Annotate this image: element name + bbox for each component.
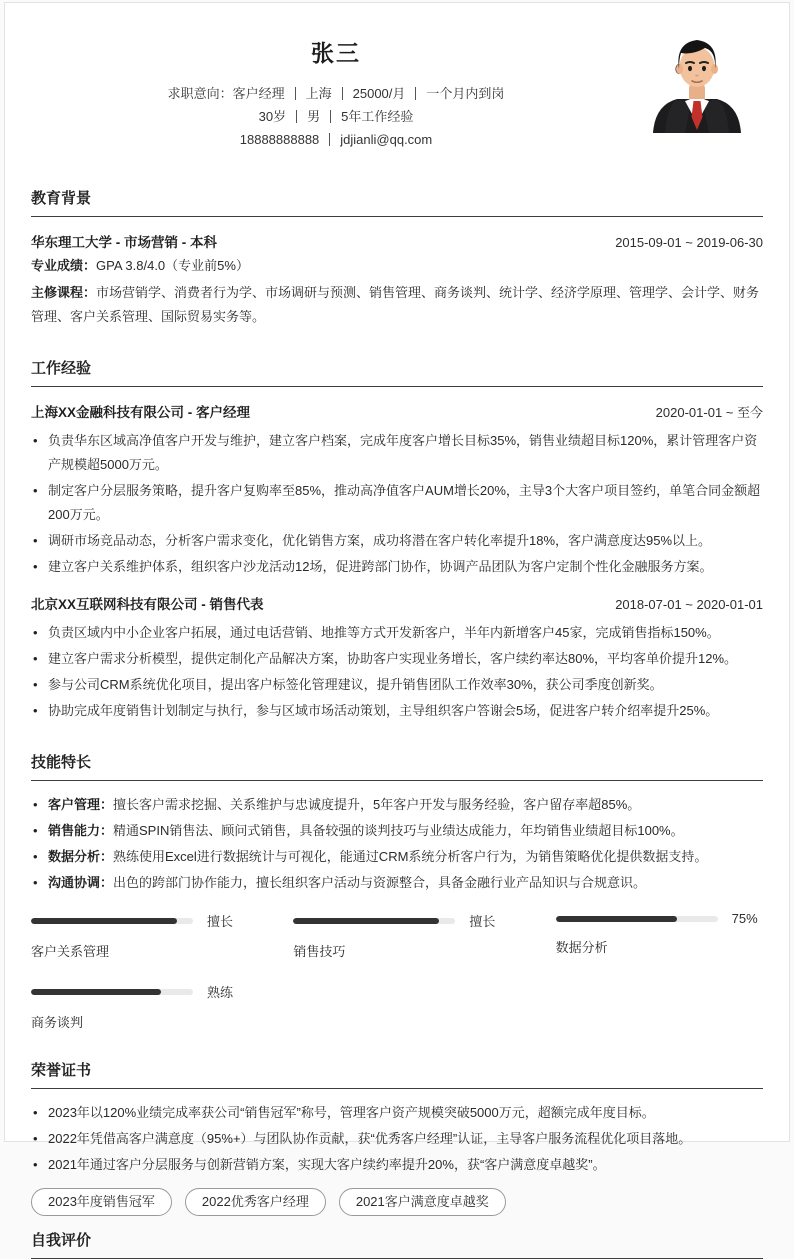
section-title-honors: 荣誉证书 xyxy=(31,1061,763,1089)
skill-bar xyxy=(31,911,238,960)
job-bullet: • 调研市场竞品动态，分析客户需求变化，优化销售方案，成功将潜在客户转化率提升18%，客户满意度达95%以上。 xyxy=(31,529,763,553)
separator xyxy=(295,87,296,100)
header-center xyxy=(31,27,641,151)
job-bullet: • 建立客户关系维护体系，组织客户沙龙活动12场，促进跨部门协作，协调产品团队为客户定制个性化金融服务方案。 xyxy=(31,555,763,579)
skill-bar-name: 商务谈判 xyxy=(31,1015,84,1030)
job-entry-header xyxy=(31,593,763,613)
phone-number: 18888888888 xyxy=(239,132,320,147)
skill-label: 数据分析： xyxy=(48,849,114,864)
skill-bar-fill xyxy=(556,916,678,922)
job-entry xyxy=(31,593,763,723)
skill-text: 擅长客户需求挖掘、关系维护与忠诚度提升，5年客户开发与服务经验，客户留存率超85%。 xyxy=(113,797,641,812)
skill-bullet-list xyxy=(31,793,763,895)
section-title-skills: 技能特长 xyxy=(31,753,763,781)
skill-bar-name: 客户关系管理 xyxy=(31,944,110,959)
honor-tag: 2023年度销售冠军 xyxy=(31,1188,172,1216)
school-degree: 华东理工大学 - 市场营销 - 本科 xyxy=(31,235,217,250)
skill-bar xyxy=(556,911,763,960)
skill-bars-grid xyxy=(31,911,763,1031)
skill-bar-fill xyxy=(293,918,439,924)
job-bullet-list xyxy=(31,429,763,579)
resume-header xyxy=(31,27,763,151)
job-entry-header xyxy=(31,401,763,421)
separator xyxy=(296,110,297,123)
intent-salary: 25000/月 xyxy=(352,86,406,101)
honor-tags xyxy=(31,1188,763,1216)
gpa-line xyxy=(31,254,763,278)
job-bullet: • 负责华东区域高净值客户开发与维护，建立客户档案，完成年度客户增长目标35%，销售业绩超目标120%，累计管理客户资产规模超5000万元。 xyxy=(31,429,763,477)
skill-bar-row xyxy=(31,982,238,1001)
skill-label: 客户管理： xyxy=(48,797,114,812)
intent-label: 求职意向： xyxy=(167,86,233,101)
profile-photo xyxy=(641,29,753,133)
honor-tag: 2022优秀客户经理 xyxy=(185,1188,326,1216)
skill-level-label: 擅长 xyxy=(469,914,496,929)
job-bullet: • 制定客户分层服务策略，提升客户复购率至85%，推动高净值客户AUM增长20%，主导3个大客户项目签约，单笔合同金额超200万元。 xyxy=(31,479,763,527)
skill-bar xyxy=(31,982,238,1031)
skill-text: 熟练使用Excel进行数据统计与可视化，能通过CRM系统分析客户行为，为销售策略优化提供数据支持。 xyxy=(113,849,708,864)
skill-bar-track xyxy=(31,918,193,924)
honor-bullet: • 2022年凭借高客户满意度（95%+）与团队协作贡献，获“优秀客户经理”认证，主导客户服务流程优化项目落地。 xyxy=(31,1127,763,1151)
skill-bar-track xyxy=(31,989,193,995)
separator xyxy=(342,87,343,100)
honor-bullet: • 2021年通过客户分层服务与创新营销方案，实现大客户续约率提升20%，获“客户满意度卓越奖”。 xyxy=(31,1153,763,1177)
contact-line xyxy=(31,128,641,151)
courses-value: 市场营销学、消费者行为学、市场调研与预测、销售管理、商务谈判、统计学、经济学原理、管理学、会计学、财务管理、客户关系管理、国际贸易实务等。 xyxy=(31,285,760,324)
gender: 男 xyxy=(307,109,321,124)
skill-bar-name: 数据分析 xyxy=(555,940,608,955)
skill-bar-row xyxy=(293,911,500,930)
skill-text: 精通SPIN销售法、顾问式销售，具备较强的谈判技巧与业绩达成能力，年均销售业绩超目标100%。 xyxy=(113,823,684,838)
honor-bullet: • 2023年以120%业绩完成率获公司“销售冠军”称号，管理客户资产规模突破5000万元，超额完成年度目标。 xyxy=(31,1101,763,1125)
job-intent-line xyxy=(31,82,641,105)
skill-bullet xyxy=(31,871,763,895)
skill-bar-name: 销售技巧 xyxy=(293,944,346,959)
job-bullet: • 参与公司CRM系统优化项目，提出客户标签化管理建议，提升销售团队工作效率30%，获公司季度创新奖。 xyxy=(31,673,763,697)
skill-bar-row xyxy=(31,911,238,930)
candidate-name: 张三 xyxy=(311,40,361,66)
courses-line xyxy=(31,281,763,329)
separator xyxy=(330,110,331,123)
section-self-evaluation xyxy=(31,1231,763,1259)
separator xyxy=(415,87,416,100)
education-dates: 2015-09-01 ~ 2019-06-30 xyxy=(615,235,763,250)
experience-years: 5年工作经验 xyxy=(341,109,414,124)
honor-bullet-list xyxy=(31,1101,763,1177)
skill-level-label: 熟练 xyxy=(207,985,234,1000)
personal-info-line xyxy=(31,105,641,128)
skill-bar xyxy=(293,911,500,960)
job-dates: 2018-07-01 ~ 2020-01-01 xyxy=(615,597,763,612)
skill-bullet xyxy=(31,819,763,843)
skill-bar-fill xyxy=(31,989,161,995)
skill-label: 沟通协调： xyxy=(48,875,114,890)
skill-level-label: 75% xyxy=(731,911,758,926)
courses-label: 主修课程： xyxy=(31,285,97,300)
skill-bullet xyxy=(31,845,763,869)
intent-availability: 一个月内到岗 xyxy=(426,86,505,101)
intent-city: 上海 xyxy=(305,86,332,101)
education-entry-header xyxy=(31,231,763,251)
skill-bar-fill xyxy=(31,918,177,924)
section-title-education: 教育背景 xyxy=(31,189,763,217)
skill-label: 销售能力： xyxy=(48,823,114,838)
resume-page xyxy=(4,2,790,1249)
job-bullet: • 负责区域内中小企业客户拓展，通过电话营销、地推等方式开发新客户，半年内新增客户45家，完成销售指标150%。 xyxy=(31,621,763,645)
gpa-value: GPA 3.8/4.0（专业前5%） xyxy=(96,258,249,273)
section-experience xyxy=(31,359,763,723)
skill-bar-track xyxy=(556,916,718,922)
skill-text: 出色的跨部门协作能力，擅长组织客户活动与资源整合，具备金融行业产品知识与合规意识。 xyxy=(113,875,647,890)
skill-bar-track xyxy=(293,918,455,924)
skill-bar-row xyxy=(556,911,763,926)
intent-position: 客户经理 xyxy=(232,86,285,101)
job-bullet: • 建立客户需求分析模型，提供定制化产品解决方案，协助客户实现业务增长，客户续约率达80%，平均客单价提升12%。 xyxy=(31,647,763,671)
email-address: jdjianli@qq.com xyxy=(340,132,433,147)
company-role: 上海XX金融科技有限公司 - 客户经理 xyxy=(31,405,251,420)
job-bullet: • 协助完成年度销售计划制定与执行，参与区域市场活动策划，主导组织客户答谢会5场，促进客户转介绍率提升25%。 xyxy=(31,699,763,723)
job-entry xyxy=(31,401,763,579)
age: 30岁 xyxy=(258,109,287,124)
separator xyxy=(329,133,330,146)
section-skills xyxy=(31,753,763,1031)
job-dates: 2020-01-01 ~ 至今 xyxy=(655,405,763,420)
job-bullet-list xyxy=(31,621,763,723)
section-title-experience: 工作经验 xyxy=(31,359,763,387)
skill-level-label: 擅长 xyxy=(207,914,234,929)
section-title-self-evaluation: 自我评价 xyxy=(31,1231,763,1259)
company-role: 北京XX互联网科技有限公司 - 销售代表 xyxy=(31,597,264,612)
skill-bullet xyxy=(31,793,763,817)
section-honors xyxy=(31,1061,763,1216)
honor-tag: 2021客户满意度卓越奖 xyxy=(339,1188,506,1216)
section-education xyxy=(31,189,763,329)
gpa-label: 专业成绩： xyxy=(31,258,97,273)
